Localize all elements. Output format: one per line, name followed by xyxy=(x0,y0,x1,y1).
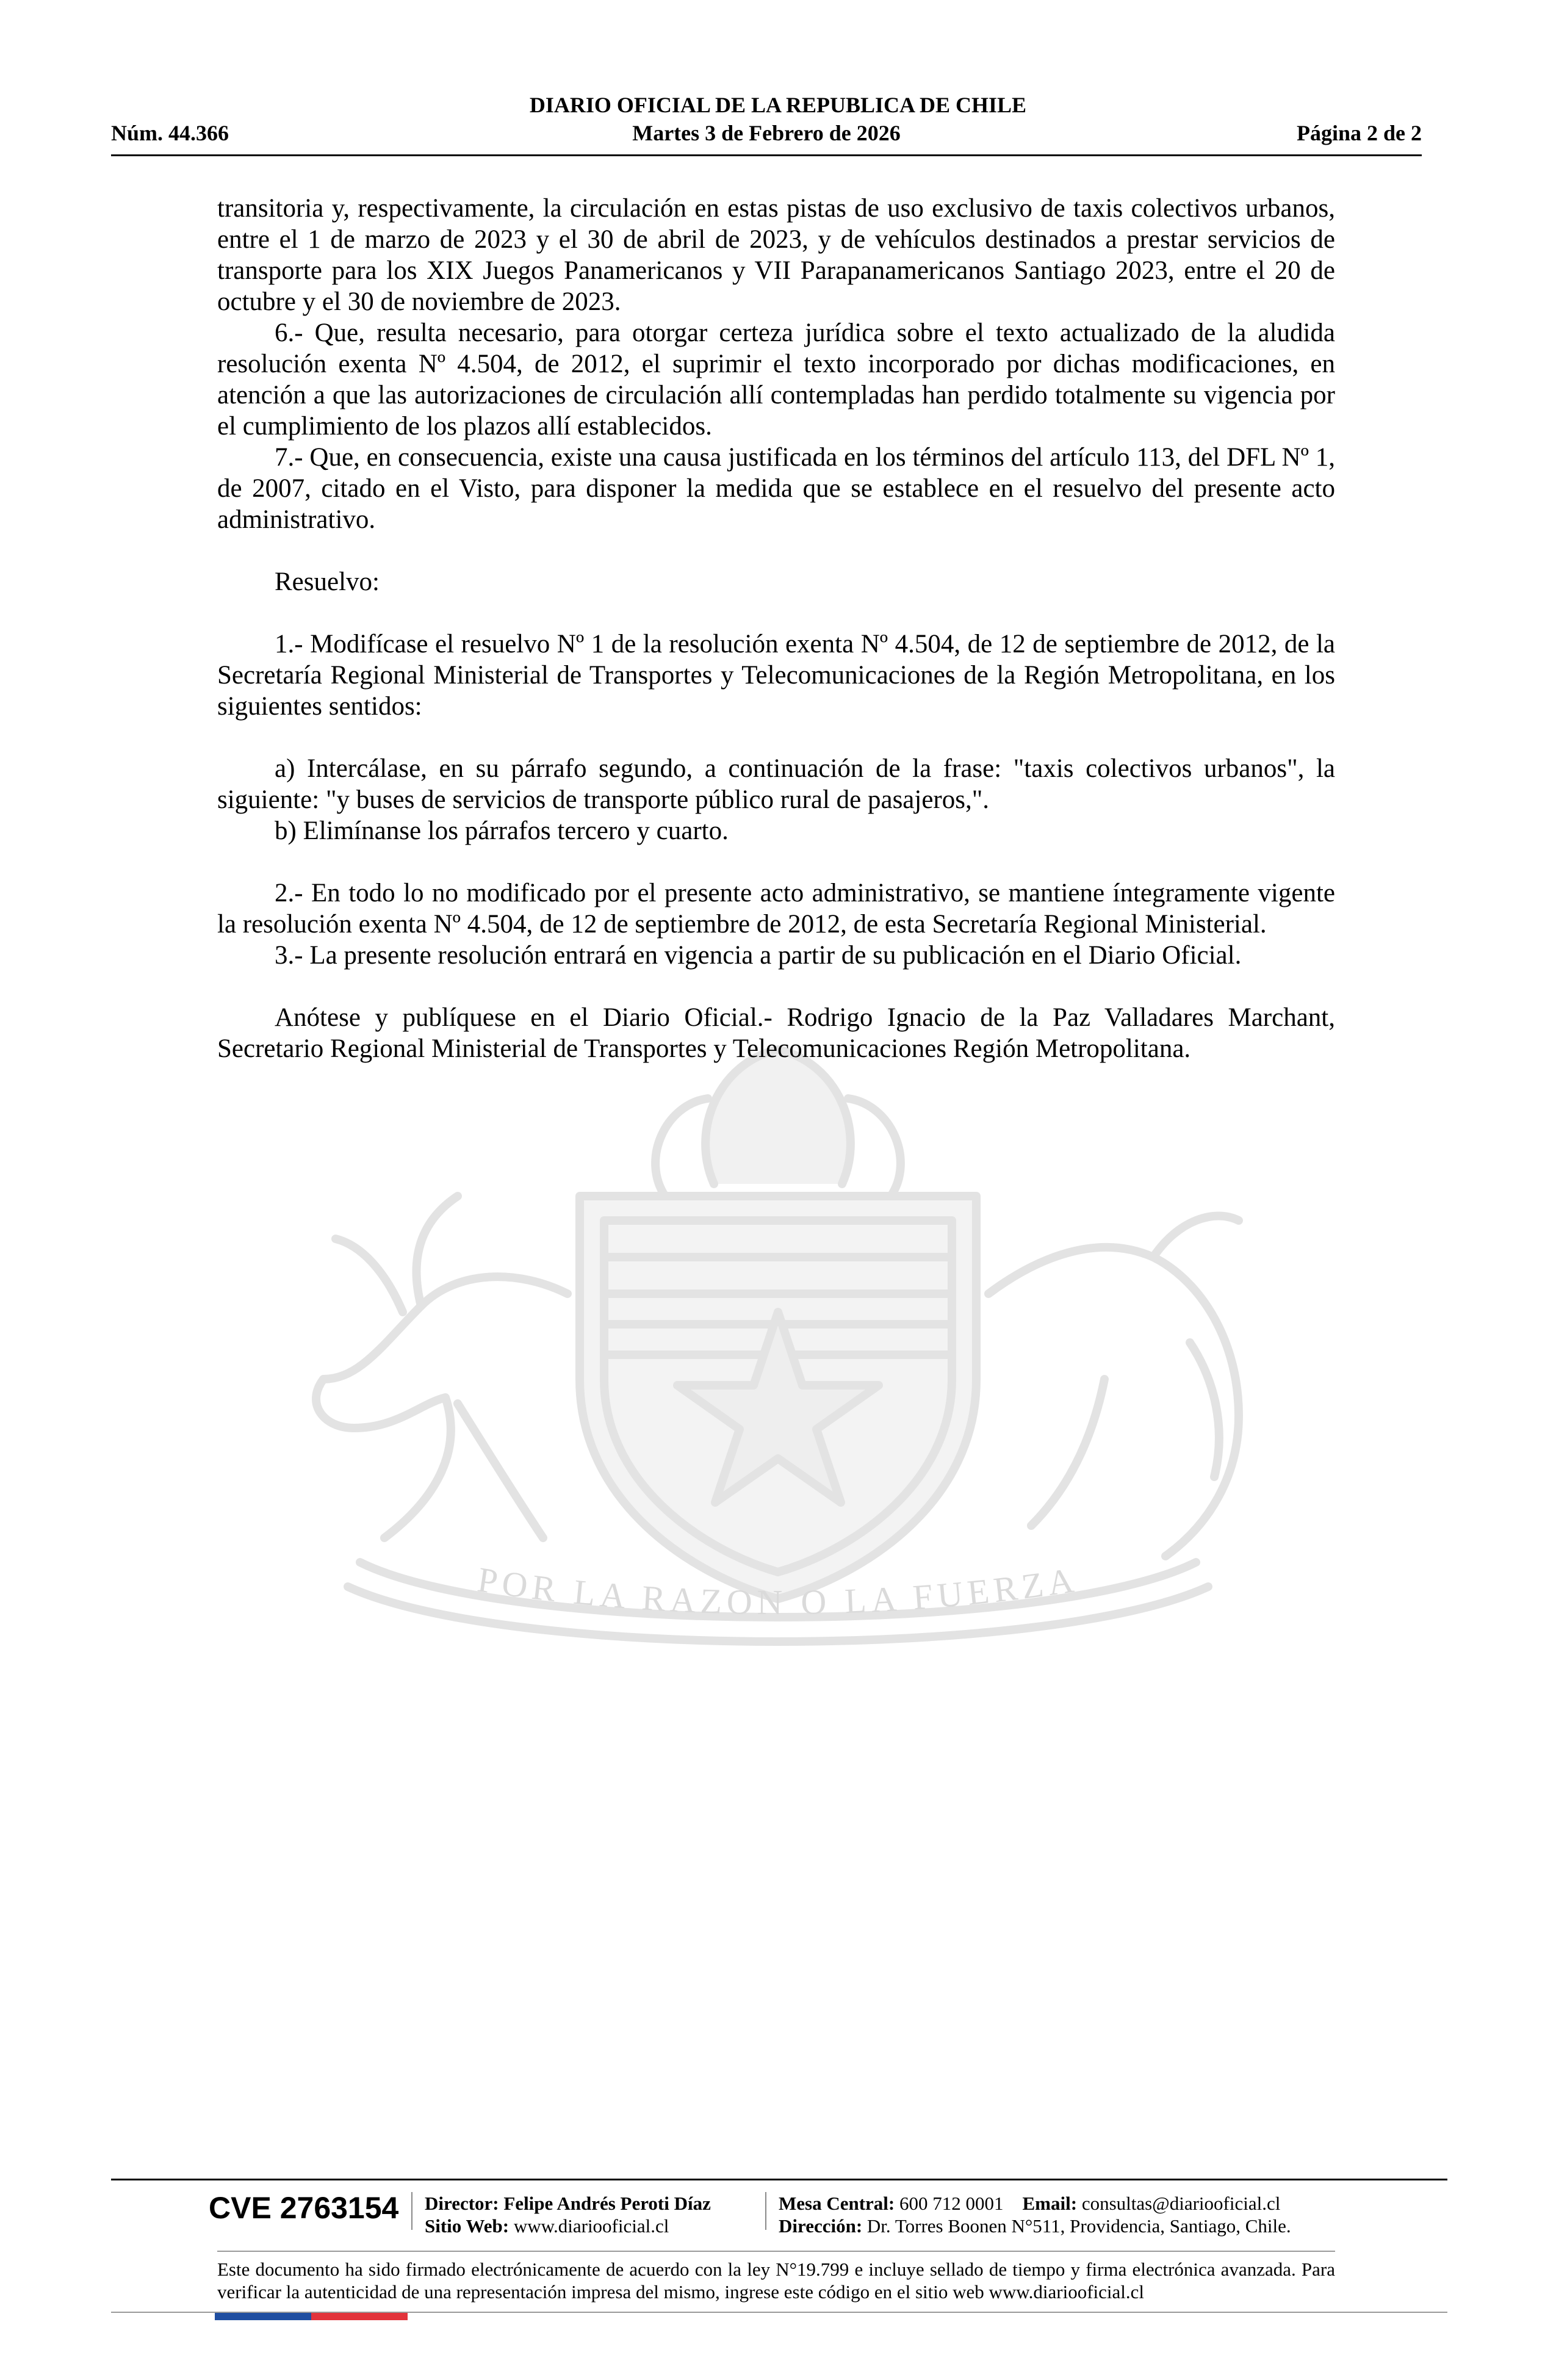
resolution-item-3: 3.- La presente resolución entrará en vigencia a partir de su publicación en el Diario Oficial. xyxy=(275,941,1242,970)
phone-label: Mesa Central: xyxy=(779,2193,895,2214)
resolution-item-1: 1.- Modifícase el resuelvo Nº 1 de la resolución exenta Nº 4.504, de 12 de septiembre de 2012, de la Secretaría Regional Ministerial de Transportes y Telecomunicaciones de la Región Metropolitana, en los siguientes sentidos: xyxy=(217,630,1335,721)
resolution-item-2: 2.- En todo lo no modificado por el presente acto administrativo, se mantiene íntegramente vigente la resolución exenta Nº 4.504, de 12 de septiembre de 2012, de esta Secretaría Regional Ministerial. xyxy=(217,879,1335,939)
footer-contact-block xyxy=(779,2192,1291,2237)
footer-director-block xyxy=(425,2192,711,2237)
website-label: Sitio Web: xyxy=(425,2215,510,2237)
page-indicator: Página 2 de 2 xyxy=(1296,121,1422,145)
footer-divider-middle xyxy=(217,2251,1335,2252)
address-value: Dr. Torres Boonen N°511, Providencia, Santiago, Chile. xyxy=(866,2215,1291,2237)
website-link[interactable]: www.diariooficial.cl xyxy=(513,2215,669,2237)
phone-number: 600 712 0001 xyxy=(899,2193,1004,2214)
director-label: Director: xyxy=(425,2193,499,2214)
email-label: Email: xyxy=(1022,2193,1078,2214)
authenticity-notice: Este documento ha sido firmado electrónicamente de acuerdo con la ley N°19.799 e incluye sellado de tiempo y firma electrónica avanzada. Para verificar la autenticidad de una representación impresa del mismo, ingrese este código en el sitio web www.diariooficial.cl xyxy=(217,2259,1335,2302)
paragraph-continuation: transitoria y, respectivamente, la circulación en estas pistas de uso exclusivo de taxis colectivos urbanos, entre el 1 de marzo de 2023 y el 30 de abril de 2023, y de vehículos destinados a prestar servicios de transporte para los XIX Juegos Panamericanos y VII Parapanamericanos Santiago 2023, entre el 20 de octubre y el 30 de noviembre de 2023. xyxy=(217,194,1335,316)
newspaper-title: DIARIO OFICIAL DE LA REPUBLICA DE CHILE xyxy=(529,93,1027,117)
seal-motto: POR LA RAZON O LA FUERZA xyxy=(475,1559,1081,1623)
paragraph-7: 7.- Que, en consecuencia, existe una causa justificada en los términos del artículo 113, del DFL Nº 1, de 2007, citado en el Visto, para disponer la medida que se establece en el resuelvo del presente acto administrativo. xyxy=(217,443,1335,534)
resolution-item-a: a) Intercálase, en su párrafo segundo, a continuación de la frase: "taxis colectivos urbanos", la siguiente: "y buses de servicios de transporte público rural de pasajeros,". xyxy=(217,754,1335,814)
director-name: Felipe Andrés Peroti Díaz xyxy=(503,2193,711,2214)
footer-separator xyxy=(411,2192,412,2230)
resolution-item-b: b) Elimínanse los párrafos tercero y cuarto. xyxy=(275,817,729,845)
document-body xyxy=(217,193,1335,1064)
header-row xyxy=(111,120,1422,146)
footer-divider-top xyxy=(111,2179,1447,2180)
email-link[interactable]: consultas@diariooficial.cl xyxy=(1081,2193,1281,2214)
closing-signature: Anótese y publíquese en el Diario Oficial.- Rodrigo Ignacio de la Paz Valladares Marchant, Secretario Regional Ministerial de Transportes y Telecomunicaciones Región Metropolitana. xyxy=(217,1003,1335,1063)
flag-stripe-blue xyxy=(215,2313,311,2320)
header-divider xyxy=(111,154,1422,156)
coat-of-arms-watermark xyxy=(201,1037,1355,1666)
address-label: Dirección: xyxy=(779,2215,863,2237)
footer-separator xyxy=(765,2192,766,2230)
issue-date: Martes 3 de Febrero de 2026 xyxy=(632,121,901,145)
paragraph-6: 6.- Que, resulta necesario, para otorgar certeza jurídica sobre el texto actualizado de la aludida resolución exenta Nº 4.504, de 2012, el suprimir el texto incorporado por dichas modificaciones, en atención a que las autorizaciones de circulación allí contempladas han perdido totalmente su vigencia por el cumplimiento de los plazos allí establecidos. xyxy=(217,319,1335,441)
resuelvo-heading: Resuelvo: xyxy=(275,568,380,596)
cve-code: CVE 2763154 xyxy=(209,2191,399,2225)
issue-number: Núm. 44.366 xyxy=(111,121,229,145)
flag-stripe-red xyxy=(311,2313,408,2320)
